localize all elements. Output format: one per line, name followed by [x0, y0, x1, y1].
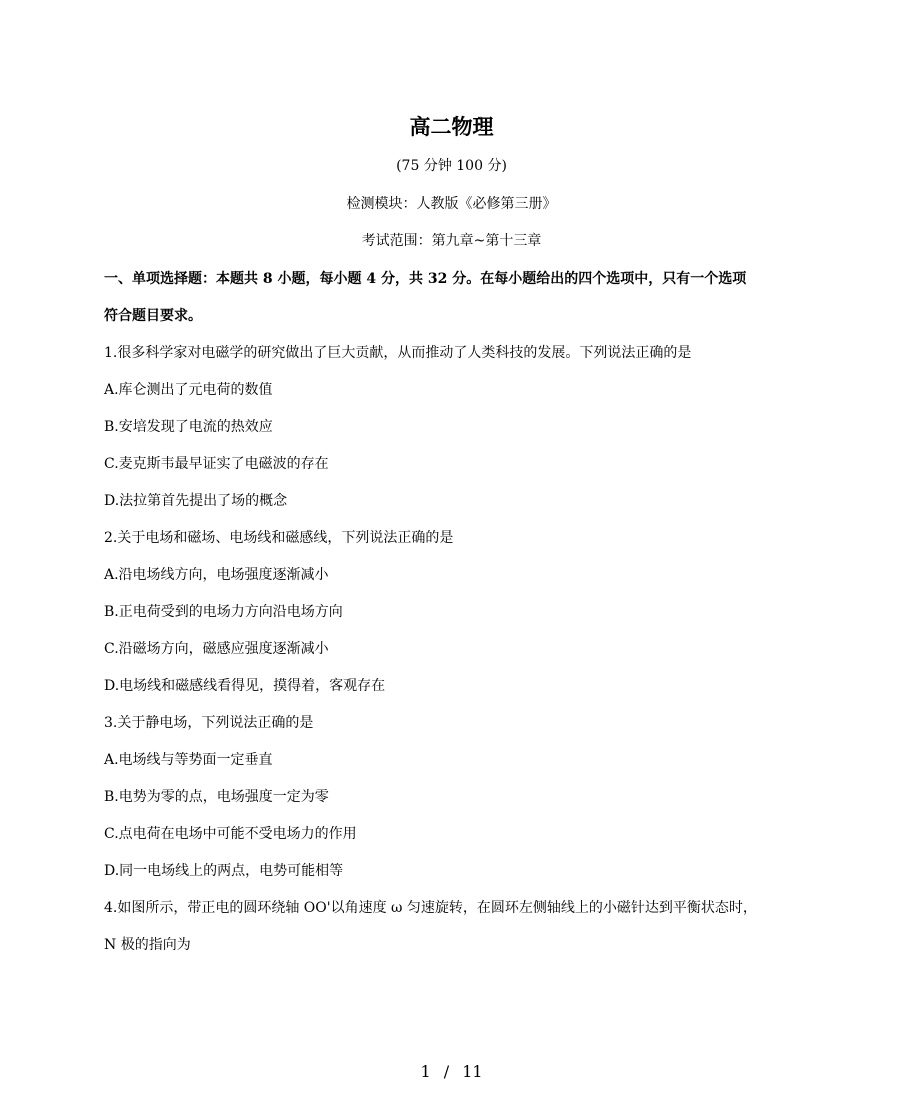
- current-page: 1: [420, 1062, 431, 1081]
- question-1-option-d: D.法拉第首先提出了场的概念: [104, 493, 288, 509]
- question-1-option-c: C.麦克斯韦最早证实了电磁波的存在: [104, 456, 329, 472]
- exam-duration-score: (75 分钟 100 分): [396, 158, 507, 174]
- question-3-option-d: D.同一电场线上的两点，电势可能相等: [104, 863, 344, 879]
- question-1-option-a: A.库仑测出了元电荷的数值: [104, 382, 273, 398]
- question-1-stem: 1.很多科学家对电磁学的研究做出了巨大贡献，从而推动了人类科技的发展。下列说法正确的是: [104, 345, 692, 361]
- question-2-stem: 2.关于电场和磁场、电场线和磁感线，下列说法正确的是: [104, 530, 454, 546]
- page-title: 高二物理: [409, 114, 494, 139]
- page-number: [0, 1061, 903, 1083]
- question-4-stem-line1: 4.如图所示，带正电的圆环绕轴 OO'以角速度 ω 匀速旋转，在圆环左侧轴线上的小磁针达到平衡状态时，: [104, 900, 757, 916]
- question-1-option-b: B.安培发现了电流的热效应: [104, 419, 273, 435]
- question-3-stem: 3.关于静电场，下列说法正确的是: [104, 715, 314, 731]
- question-2-option-a: A.沿电场线方向，电场强度逐渐减小: [104, 567, 329, 583]
- question-3-option-a: A.电场线与等势面一定垂直: [104, 752, 273, 768]
- question-2-option-c: C.沿磁场方向，磁感应强度逐渐减小: [104, 641, 329, 657]
- question-3-option-b: B.电势为零的点，电场强度一定为零: [104, 789, 329, 805]
- question-3-option-c: C.点电荷在电场中可能不受电场力的作用: [104, 826, 357, 842]
- question-2-option-b: B.正电荷受到的电场力方向沿电场方向: [104, 604, 343, 620]
- total-pages: 11: [462, 1062, 483, 1081]
- page-separator: /: [443, 1062, 450, 1081]
- section-heading-line2: 符合题目要求。: [104, 308, 202, 324]
- section-heading-line1: 一、单项选择题：本题共 8 小题，每小题 4 分，共 32 分。在每小题给出的四个选项中，只有一个选项: [104, 271, 747, 287]
- question-4-stem-line2: N 极的指向为: [104, 937, 191, 953]
- exam-scope: 考试范围：第九章~第十三章: [361, 233, 542, 249]
- question-2-option-d: D.电场线和磁感线看得见，摸得着，客观存在: [104, 678, 386, 694]
- exam-module: 检测模块：人教版《必修第三册》: [346, 196, 557, 212]
